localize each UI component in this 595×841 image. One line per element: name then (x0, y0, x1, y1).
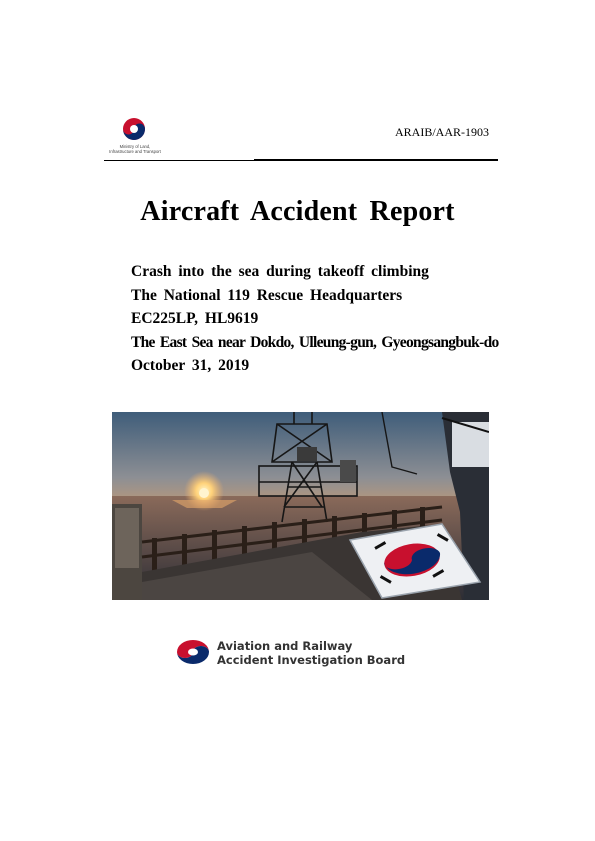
report-summary (131, 260, 511, 378)
cover-photo (112, 412, 489, 600)
report-number: ARAIB/AAR-1903 (394, 125, 489, 139)
sunset-heliport-photo (112, 412, 489, 600)
page-title: Aircraft Accident Report (140, 196, 455, 227)
ministry-name (100, 144, 170, 154)
araib-emblem-icon (175, 638, 211, 666)
accident-date: October 31, 2019 (131, 357, 250, 374)
board-name (217, 640, 405, 667)
aircraft-registration: EC225LP, HL9619 (131, 310, 259, 327)
board-logo (175, 638, 435, 672)
ministry-logo (100, 117, 170, 161)
board-name-line2: Accident Investigation Board (217, 652, 406, 667)
taeguk-emblem-icon (122, 117, 146, 141)
ministry-name-line1: Ministry of Land, (119, 144, 151, 149)
ministry-name-line2: Infrastructure and Transport (109, 149, 161, 154)
occurrence-type: Crash into the sea during takeoff climbing (131, 263, 429, 280)
operator-name: The National 119 Rescue Headquarters (131, 286, 403, 304)
board-name-line1: Aviation and Railway (217, 639, 353, 653)
accident-location: The East Sea near Dokdo, Ulleung-gun, Gyeongsangbuk-do (131, 333, 499, 351)
